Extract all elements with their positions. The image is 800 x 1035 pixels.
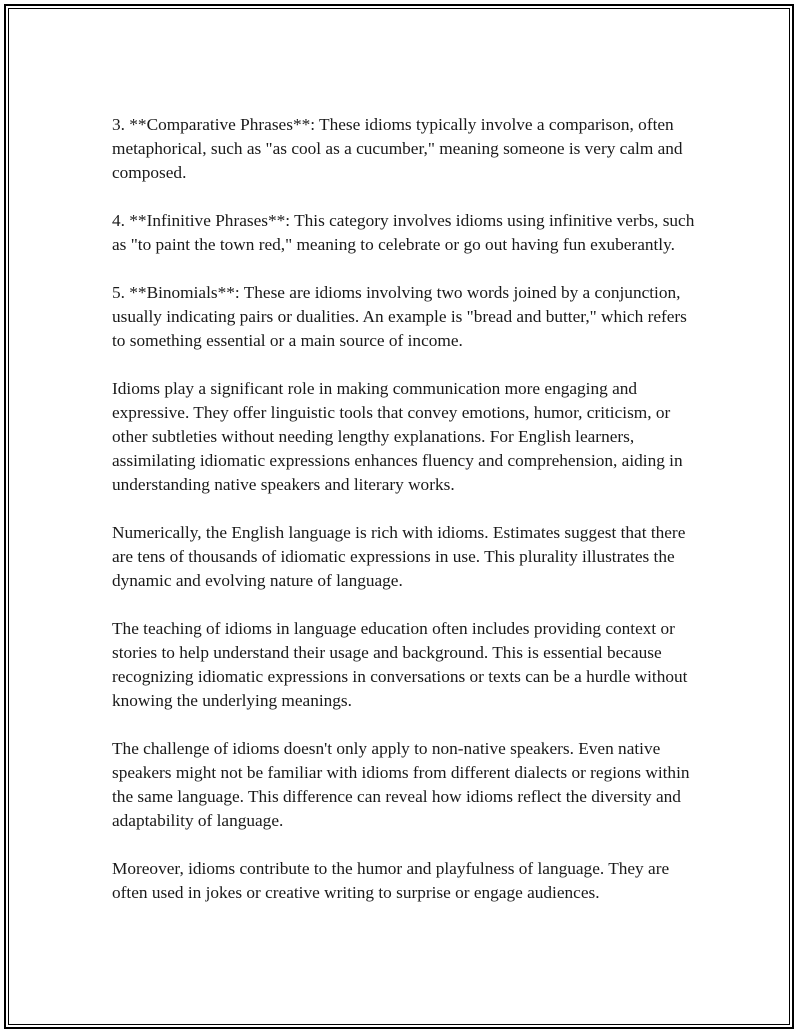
- paragraph-challenge-of-idioms: The challenge of idioms doesn't only apply to non-native speakers. Even native speakers might not be familiar with idioms from different dialects or regions within the same language. This difference can reveal how idioms reflect the diversity and adaptability of language.: [112, 739, 690, 830]
- paragraph-teaching-idioms: The teaching of idioms in language education often includes providing context or stories to help understand their usage and background. This is essential because recognizing idiomatic expressions in conversations or texts can be a hurdle without knowing the underlying meanings.: [112, 619, 688, 710]
- document-body: [112, 113, 702, 905]
- paragraph-infinitive-phrases: 4. **Infinitive Phrases**: This category involves idioms using infinitive verbs, such as "to paint the town red," meaning to celebrate or go out having fun exuberantly.: [112, 211, 695, 254]
- paragraph-number-of-idioms: Numerically, the English language is rich with idioms. Estimates suggest that there are tens of thousands of idiomatic expressions in use. This plurality illustrates the dynamic and evolving nature of language.: [112, 523, 686, 590]
- paragraph-humor-playfulness: Moreover, idioms contribute to the humor and playfulness of language. They are often used in jokes or creative writing to surprise or engage audiences.: [112, 859, 670, 902]
- paragraph-binomials: 5. **Binomials**: These are idioms involving two words joined by a conjunction, usually indicating pairs or dualities. An example is "bread and butter," which refers to something essential or a main source of income.: [112, 283, 687, 350]
- paragraph-role-of-idioms: Idioms play a significant role in making communication more engaging and expressive. They offer linguistic tools that convey emotions, humor, criticism, or other subtleties without needing lengthy explanations. For English learners, assimilating idiomatic expressions enhances fluency and comprehension, aiding in understanding native speakers and literary works.: [112, 379, 683, 494]
- paragraph-comparative-phrases: 3. **Comparative Phrases**: These idioms typically involve a comparison, often metaphorical, such as "as cool as a cucumber," meaning someone is very calm and composed.: [112, 115, 683, 182]
